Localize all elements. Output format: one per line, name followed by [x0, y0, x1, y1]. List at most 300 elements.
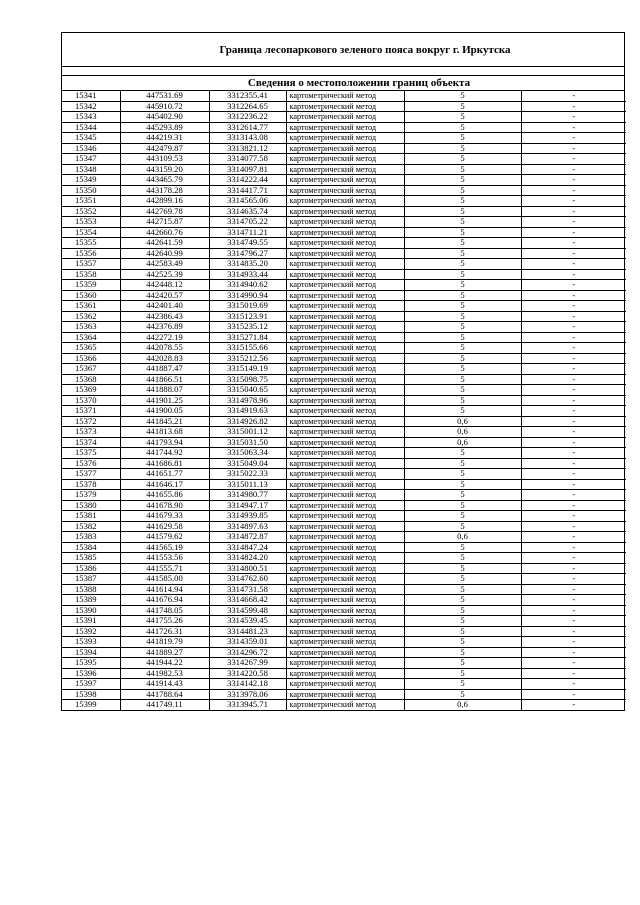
- x-coordinate-cell: 442078.55: [120, 343, 209, 354]
- point-number-cell: 15397: [62, 679, 120, 690]
- point-number-cell: 15361: [62, 301, 120, 312]
- x-coordinate-cell: 441866.51: [120, 374, 209, 385]
- x-coordinate-cell: 441900.05: [120, 406, 209, 417]
- point-number-cell: 15387: [62, 574, 120, 585]
- precision-cell: 5: [404, 122, 521, 133]
- x-coordinate-cell: 442715.87: [120, 217, 209, 228]
- y-coordinate-cell: 3314635.74: [209, 206, 286, 217]
- precision-cell: 5: [404, 133, 521, 144]
- method-cell: картометрический метод: [286, 227, 404, 238]
- table-row: [62, 112, 626, 123]
- point-number-cell: 15377: [62, 469, 120, 480]
- y-coordinate-cell: 3314142.18: [209, 679, 286, 690]
- table-row: [62, 469, 626, 480]
- point-number-cell: 15349: [62, 175, 120, 186]
- method-cell: картометрический метод: [286, 154, 404, 165]
- precision-cell: 0,6: [404, 532, 521, 543]
- x-coordinate-cell: 442420.57: [120, 290, 209, 301]
- x-coordinate-cell: 445402.90: [120, 112, 209, 123]
- point-number-cell: 15357: [62, 259, 120, 270]
- table-row: [62, 416, 626, 427]
- y-coordinate-cell: 3314933.44: [209, 269, 286, 280]
- point-number-cell: 15342: [62, 101, 120, 112]
- description-cell: -: [521, 91, 626, 101]
- description-cell: -: [521, 511, 626, 522]
- table-row: [62, 196, 626, 207]
- precision-cell: 5: [404, 290, 521, 301]
- y-coordinate-cell: 3314835.20: [209, 259, 286, 270]
- x-coordinate-cell: 441585.00: [120, 574, 209, 585]
- precision-cell: 5: [404, 500, 521, 511]
- point-number-cell: 15358: [62, 269, 120, 280]
- method-cell: картометрический метод: [286, 521, 404, 532]
- description-cell: -: [521, 584, 626, 595]
- table-row: [62, 259, 626, 270]
- method-cell: картометрический метод: [286, 217, 404, 228]
- description-cell: -: [521, 280, 626, 291]
- table-row: [62, 248, 626, 259]
- precision-cell: 5: [404, 395, 521, 406]
- precision-cell: 5: [404, 322, 521, 333]
- precision-cell: 5: [404, 353, 521, 364]
- x-coordinate-cell: 443178.28: [120, 185, 209, 196]
- y-coordinate-cell: 3314824.20: [209, 553, 286, 564]
- precision-cell: 0,6: [404, 416, 521, 427]
- table-row: [62, 385, 626, 396]
- table-row: [62, 122, 626, 133]
- y-coordinate-cell: 3313978.06: [209, 689, 286, 700]
- precision-cell: 5: [404, 227, 521, 238]
- point-number-cell: 15353: [62, 217, 120, 228]
- precision-cell: 5: [404, 164, 521, 175]
- y-coordinate-cell: 3315098.75: [209, 374, 286, 385]
- x-coordinate-cell: 441793.94: [120, 437, 209, 448]
- table-row: [62, 227, 626, 238]
- y-coordinate-cell: 3314897.63: [209, 521, 286, 532]
- y-coordinate-cell: 3314947.17: [209, 500, 286, 511]
- description-cell: -: [521, 553, 626, 564]
- y-coordinate-cell: 3314940.62: [209, 280, 286, 291]
- description-cell: -: [521, 532, 626, 543]
- x-coordinate-cell: 441888.07: [120, 385, 209, 396]
- description-cell: -: [521, 490, 626, 501]
- subtitle-box: [62, 76, 624, 91]
- x-coordinate-cell: 442448.12: [120, 280, 209, 291]
- table-row: [62, 206, 626, 217]
- y-coordinate-cell: 3314267.99: [209, 658, 286, 669]
- description-cell: -: [521, 259, 626, 270]
- x-coordinate-cell: 445910.72: [120, 101, 209, 112]
- method-cell: картометрический метод: [286, 500, 404, 511]
- y-coordinate-cell: 3314919.63: [209, 406, 286, 417]
- x-coordinate-cell: 441982.53: [120, 668, 209, 679]
- coordinates-table-body: [62, 91, 626, 710]
- precision-cell: 5: [404, 238, 521, 249]
- y-coordinate-cell: 3314800.51: [209, 563, 286, 574]
- y-coordinate-cell: 3314539.45: [209, 616, 286, 627]
- point-number-cell: 15362: [62, 311, 120, 322]
- description-cell: -: [521, 595, 626, 606]
- precision-cell: 5: [404, 374, 521, 385]
- y-coordinate-cell: 3312264.65: [209, 101, 286, 112]
- description-cell: -: [521, 605, 626, 616]
- description-cell: -: [521, 143, 626, 154]
- y-coordinate-cell: 3312355.41: [209, 91, 286, 101]
- precision-cell: 5: [404, 542, 521, 553]
- point-number-cell: 15390: [62, 605, 120, 616]
- y-coordinate-cell: 3312614.77: [209, 122, 286, 133]
- description-cell: -: [521, 658, 626, 669]
- precision-cell: 5: [404, 259, 521, 270]
- document-title: Граница лесопаркового зеленого пояса вокруг г. Иркутска: [219, 43, 511, 56]
- coordinates-table: [62, 91, 626, 710]
- point-number-cell: 15383: [62, 532, 120, 543]
- description-cell: -: [521, 574, 626, 585]
- x-coordinate-cell: 442769.78: [120, 206, 209, 217]
- x-coordinate-cell: 442272.19: [120, 332, 209, 343]
- point-number-cell: 15355: [62, 238, 120, 249]
- point-number-cell: 15344: [62, 122, 120, 133]
- table-row: [62, 353, 626, 364]
- description-cell: -: [521, 290, 626, 301]
- precision-cell: 5: [404, 679, 521, 690]
- description-cell: -: [521, 563, 626, 574]
- precision-cell: 5: [404, 574, 521, 585]
- description-cell: -: [521, 521, 626, 532]
- precision-cell: 5: [404, 196, 521, 207]
- point-number-cell: 15380: [62, 500, 120, 511]
- method-cell: картометрический метод: [286, 469, 404, 480]
- section-subtitle: Сведения о местоположении границ объекта: [247, 77, 471, 89]
- point-number-cell: 15376: [62, 458, 120, 469]
- method-cell: картометрический метод: [286, 679, 404, 690]
- y-coordinate-cell: 3315031.50: [209, 437, 286, 448]
- method-cell: картометрический метод: [286, 479, 404, 490]
- point-number-cell: 15373: [62, 427, 120, 438]
- y-coordinate-cell: 3314980.77: [209, 490, 286, 501]
- method-cell: картометрический метод: [286, 280, 404, 291]
- point-number-cell: 15378: [62, 479, 120, 490]
- y-coordinate-cell: 3315063.34: [209, 448, 286, 459]
- x-coordinate-cell: 442660.76: [120, 227, 209, 238]
- method-cell: картометрический метод: [286, 490, 404, 501]
- table-row: [62, 101, 626, 112]
- table-row: [62, 437, 626, 448]
- table-row: [62, 185, 626, 196]
- x-coordinate-cell: 442386.43: [120, 311, 209, 322]
- point-number-cell: 15393: [62, 637, 120, 648]
- y-coordinate-cell: 3314939.85: [209, 511, 286, 522]
- point-number-cell: 15370: [62, 395, 120, 406]
- description-cell: -: [521, 332, 626, 343]
- precision-cell: 5: [404, 458, 521, 469]
- description-cell: -: [521, 343, 626, 354]
- method-cell: картометрический метод: [286, 91, 404, 101]
- precision-cell: 5: [404, 154, 521, 165]
- x-coordinate-cell: 442401.40: [120, 301, 209, 312]
- description-cell: -: [521, 689, 626, 700]
- precision-cell: 5: [404, 311, 521, 322]
- description-cell: -: [521, 458, 626, 469]
- y-coordinate-cell: 3315001.12: [209, 427, 286, 438]
- y-coordinate-cell: 3314847.24: [209, 542, 286, 553]
- x-coordinate-cell: 441944.22: [120, 658, 209, 669]
- x-coordinate-cell: 441686.81: [120, 458, 209, 469]
- method-cell: картометрический метод: [286, 658, 404, 669]
- description-cell: -: [521, 500, 626, 511]
- table-row: [62, 217, 626, 228]
- precision-cell: 5: [404, 490, 521, 501]
- method-cell: картометрический метод: [286, 427, 404, 438]
- x-coordinate-cell: 443465.79: [120, 175, 209, 186]
- table-row: [62, 511, 626, 522]
- point-number-cell: 15343: [62, 112, 120, 123]
- description-cell: -: [521, 238, 626, 249]
- description-cell: -: [521, 364, 626, 375]
- x-coordinate-cell: 441646.17: [120, 479, 209, 490]
- description-cell: -: [521, 206, 626, 217]
- y-coordinate-cell: 3314749.55: [209, 238, 286, 249]
- y-coordinate-cell: 3314668.42: [209, 595, 286, 606]
- description-cell: -: [572, 699, 576, 710]
- description-cell: -: [521, 133, 626, 144]
- description-cell: -: [521, 616, 626, 627]
- x-coordinate-cell: 442028.83: [120, 353, 209, 364]
- point-number-cell: 15388: [62, 584, 120, 595]
- point-number-cell: 15395: [62, 658, 120, 669]
- y-coordinate-cell: 3315040.65: [209, 385, 286, 396]
- table-row: [62, 700, 626, 710]
- precision-cell: 5: [404, 101, 521, 112]
- method-cell: картометрический метод: [286, 238, 404, 249]
- y-coordinate-cell: 3315123.91: [209, 311, 286, 322]
- x-coordinate-cell: 441655.86: [120, 490, 209, 501]
- y-coordinate-cell: 3315019.69: [209, 301, 286, 312]
- x-coordinate-cell: 441887.47: [120, 364, 209, 375]
- precision-cell: 5: [404, 301, 521, 312]
- method-cell: картометрический метод: [286, 122, 404, 133]
- method-cell: картометрический метод: [286, 406, 404, 417]
- title-box: [62, 33, 624, 67]
- x-coordinate-cell: 441914.43: [120, 679, 209, 690]
- x-coordinate-cell: 441748.05: [120, 605, 209, 616]
- y-coordinate-cell: 3314711.21: [209, 227, 286, 238]
- method-cell: картометрический метод: [286, 553, 404, 564]
- x-coordinate-cell: 441565.19: [120, 542, 209, 553]
- x-coordinate-cell: 443159.20: [120, 164, 209, 175]
- method-cell: картометрический метод: [286, 248, 404, 259]
- table-row: [62, 427, 626, 438]
- table-row: [62, 490, 626, 501]
- method-cell: картометрический метод: [286, 437, 404, 448]
- point-number-cell: 15346: [62, 143, 120, 154]
- table-row: [62, 595, 626, 606]
- x-coordinate-cell: 441749.11: [120, 700, 209, 710]
- precision-cell: 5: [404, 280, 521, 291]
- y-coordinate-cell: 3313945.71: [209, 700, 286, 710]
- description-cell: -: [521, 122, 626, 133]
- table-row: [62, 668, 626, 679]
- method-cell: картометрический метод: [286, 175, 404, 186]
- table-row: [62, 143, 626, 154]
- y-coordinate-cell: 3315155.66: [209, 343, 286, 354]
- method-cell: картометрический метод: [286, 101, 404, 112]
- method-cell: картометрический метод: [286, 689, 404, 700]
- precision-cell: 5: [404, 647, 521, 658]
- x-coordinate-cell: 442640.99: [120, 248, 209, 259]
- table-row: [62, 532, 626, 543]
- description-cell: -: [521, 647, 626, 658]
- method-cell: картометрический метод: [286, 637, 404, 648]
- precision-cell: 0,6: [404, 437, 521, 448]
- point-number-cell: 15389: [62, 595, 120, 606]
- precision-cell: 5: [404, 626, 521, 637]
- precision-cell: 5: [404, 248, 521, 259]
- x-coordinate-cell: 441889.27: [120, 647, 209, 658]
- x-coordinate-cell: 441629.58: [120, 521, 209, 532]
- description-cell: -: [521, 101, 626, 112]
- point-number-cell: 15394: [62, 647, 120, 658]
- description-cell: -: [521, 542, 626, 553]
- point-number-cell: 15351: [62, 196, 120, 207]
- table-row: [62, 605, 626, 616]
- method-cell: картометрический метод: [286, 511, 404, 522]
- table-row: [62, 647, 626, 658]
- description-cell: -: [521, 427, 626, 438]
- point-number-cell: 15341: [62, 91, 120, 101]
- point-number-cell: 15392: [62, 626, 120, 637]
- table-row: [62, 395, 626, 406]
- precision-cell: 5: [404, 637, 521, 648]
- precision-cell: 5: [404, 469, 521, 480]
- table-row: [62, 269, 626, 280]
- method-cell: картометрический метод: [286, 290, 404, 301]
- point-number-cell: 15399: [62, 700, 120, 710]
- y-coordinate-cell: 3314990.94: [209, 290, 286, 301]
- description-cell: -: [521, 479, 626, 490]
- table-row: [62, 238, 626, 249]
- table-row: [62, 280, 626, 291]
- precision-cell: 5: [404, 206, 521, 217]
- description-cell: -: [521, 175, 626, 186]
- method-cell: картометрический метод: [286, 185, 404, 196]
- precision-cell: 5: [404, 217, 521, 228]
- point-number-cell: 15385: [62, 553, 120, 564]
- y-coordinate-cell: 3314077.58: [209, 154, 286, 165]
- description-cell: -: [521, 448, 626, 459]
- method-cell: картометрический метод: [286, 343, 404, 354]
- y-coordinate-cell: 3314599.48: [209, 605, 286, 616]
- y-coordinate-cell: 3314796.27: [209, 248, 286, 259]
- method-cell: картометрический метод: [286, 385, 404, 396]
- description-cell: -: [521, 248, 626, 259]
- description-cell: -: [521, 227, 626, 238]
- table-row: [62, 332, 626, 343]
- y-coordinate-cell: 3314872.87: [209, 532, 286, 543]
- method-cell: картометрический метод: [286, 143, 404, 154]
- precision-cell: 5: [404, 511, 521, 522]
- precision-cell: 5: [404, 406, 521, 417]
- description-cell: -: [521, 406, 626, 417]
- table-row: [62, 542, 626, 553]
- x-coordinate-cell: 441819.79: [120, 637, 209, 648]
- y-coordinate-cell: 3314731.58: [209, 584, 286, 595]
- precision-cell: 5: [404, 364, 521, 375]
- precision-cell: 5: [404, 563, 521, 574]
- x-coordinate-cell: 443109.53: [120, 154, 209, 165]
- table-row: [62, 406, 626, 417]
- method-cell: картометрический метод: [286, 542, 404, 553]
- x-coordinate-cell: 441614.94: [120, 584, 209, 595]
- point-number-cell: 15372: [62, 416, 120, 427]
- point-number-cell: 15396: [62, 668, 120, 679]
- description-cell: -: [521, 217, 626, 228]
- precision-cell: 5: [404, 521, 521, 532]
- y-coordinate-cell: 3315235.12: [209, 322, 286, 333]
- y-coordinate-cell: 3314762.60: [209, 574, 286, 585]
- x-coordinate-cell: 441679.33: [120, 511, 209, 522]
- x-coordinate-cell: 445293.89: [120, 122, 209, 133]
- point-number-cell: 15359: [62, 280, 120, 291]
- point-number-cell: 15347: [62, 154, 120, 165]
- table-row: [62, 154, 626, 165]
- table-row: [62, 374, 626, 385]
- table-row: [62, 679, 626, 690]
- document-sheet: [61, 32, 625, 711]
- y-coordinate-cell: 3314220.58: [209, 668, 286, 679]
- method-cell: картометрический метод: [286, 311, 404, 322]
- x-coordinate-cell: 442899.16: [120, 196, 209, 207]
- y-coordinate-cell: 3315212.56: [209, 353, 286, 364]
- table-row: [62, 364, 626, 375]
- precision-cell: 5: [404, 658, 521, 669]
- point-number-cell: 15363: [62, 322, 120, 333]
- point-number-cell: 15356: [62, 248, 120, 259]
- description-cell: -: [521, 269, 626, 280]
- table-row: [62, 479, 626, 490]
- method-cell: картометрический метод: [286, 616, 404, 627]
- precision-cell: 5: [404, 605, 521, 616]
- x-coordinate-cell: 444219.31: [120, 133, 209, 144]
- y-coordinate-cell: 3314565.06: [209, 196, 286, 207]
- precision-cell: 5: [404, 91, 521, 101]
- description-cell: -: [521, 154, 626, 165]
- method-cell: картометрический метод: [286, 322, 404, 333]
- y-coordinate-cell: 3314417.71: [209, 185, 286, 196]
- description-cell: -: [521, 385, 626, 396]
- precision-cell: 5: [404, 269, 521, 280]
- table-row: [62, 616, 626, 627]
- table-row: [62, 637, 626, 648]
- method-cell: картометрический метод: [286, 574, 404, 585]
- precision-cell: 0,6: [404, 427, 521, 438]
- y-coordinate-cell: 3314705.22: [209, 217, 286, 228]
- point-number-cell: 15391: [62, 616, 120, 627]
- point-number-cell: 15366: [62, 353, 120, 364]
- method-cell: картометрический метод: [286, 133, 404, 144]
- y-coordinate-cell: 3312236.22: [209, 112, 286, 123]
- precision-cell: 5: [404, 385, 521, 396]
- y-coordinate-cell: 3315271.84: [209, 332, 286, 343]
- description-cell: -: [521, 374, 626, 385]
- table-row: [62, 500, 626, 511]
- method-cell: картометрический метод: [286, 448, 404, 459]
- point-number-cell: 15360: [62, 290, 120, 301]
- x-coordinate-cell: 441651.77: [120, 469, 209, 480]
- point-number-cell: 15352: [62, 206, 120, 217]
- precision-cell: 5: [404, 479, 521, 490]
- x-coordinate-cell: 441676.94: [120, 595, 209, 606]
